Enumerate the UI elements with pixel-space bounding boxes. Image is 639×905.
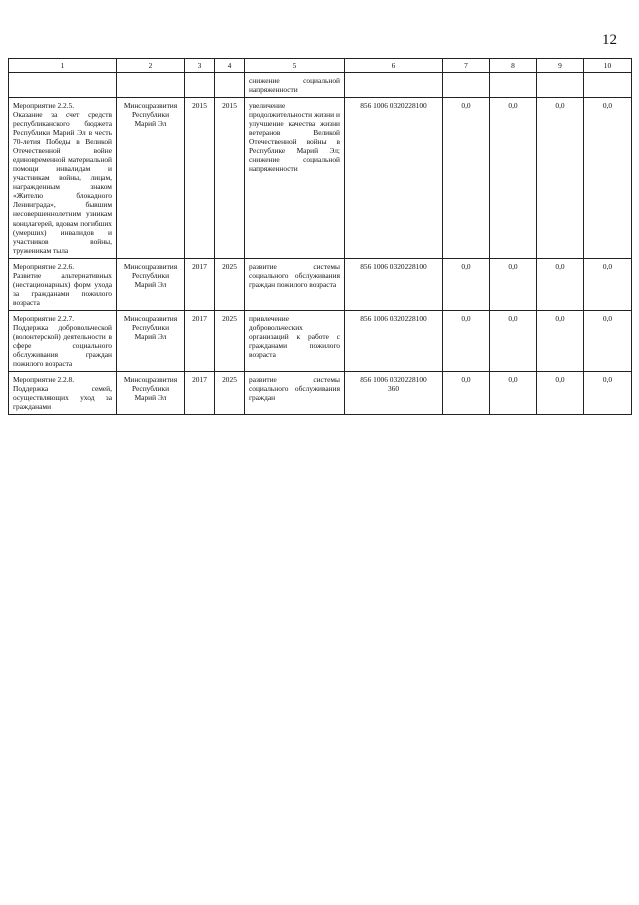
start-year-cell: 2017 [185,258,215,310]
kbk-cell: 856 1006 0320228100 [345,98,443,259]
result-cell: увеличение продолжительности жизни и улучшение качества жизни ветеранов Великой Отечественной войны в Республике Марий Эл; снижение социальной напряженности [245,98,345,259]
value-cell: 0,0 [584,98,632,259]
column-number-row [9,59,632,73]
column-header: 1 [9,59,117,73]
start-year-cell: 2017 [185,371,215,414]
end-year-cell: 2025 [215,258,245,310]
result-cell: развитие системы социального обслуживания граждан пожилого возраста [245,258,345,310]
table-row [9,371,632,414]
value-cell: 0,0 [490,98,537,259]
executor-cell: Минсоцразвития Республики Марий Эл [117,310,185,371]
program-measures-table [8,58,632,415]
column-header: 8 [490,59,537,73]
kbk-code-suffix: 360 [387,384,400,393]
value-cell: 0,0 [584,371,632,414]
measure-cell [9,310,117,371]
kbk-code: 856 1006 0320228100 [360,374,427,384]
result-cell: развитие системы социального обслуживания граждан [245,371,345,414]
value-cell: 0,0 [584,258,632,310]
value-cell: 0,0 [490,371,537,414]
measure-text: Поддержка добровольческой (волонтерской) деятельности в сфере социального обслуживания граждан пожилого возраста [13,322,112,368]
measure-title: Мероприятие 2.2.6. [13,261,75,271]
value-cell: 0,0 [537,98,584,259]
start-year-cell: 2017 [185,310,215,371]
kbk-cell: 856 1006 0320228100 [345,310,443,371]
value-cell: 0,0 [443,310,490,371]
table-row [9,310,632,371]
value-cell: 0,0 [537,310,584,371]
executor-cell: Минсоцразвития Республики Марий Эл [117,98,185,259]
value-cell: 0,0 [490,310,537,371]
table-row [9,258,632,310]
measure-cell [9,371,117,414]
column-header: 7 [443,59,490,73]
value-cell: 0,0 [443,98,490,259]
start-year-cell: 2015 [185,98,215,259]
column-header: 6 [345,59,443,73]
value-cell: 0,0 [537,371,584,414]
column-header: 4 [215,59,245,73]
result-cell: снижение социальной напряженности [245,73,345,98]
kbk-cell: 856 1006 0320228100 [345,258,443,310]
measure-text: Поддержка семей, осуществляющих уход за гражданами [13,384,112,412]
end-year-cell: 2015 [215,98,245,259]
executor-cell: Минсоцразвития Республики Марий Эл [117,371,185,414]
measure-title: Мероприятие 2.2.8. [13,374,75,384]
measure-text: Развитие альтернативных (нестационарных) форм ухода за гражданами пожилого возраста [13,270,112,307]
column-header: 5 [245,59,345,73]
page-number: 12 [602,32,617,48]
value-cell: 0,0 [443,371,490,414]
kbk-cell [345,371,443,414]
end-year-cell: 2025 [215,371,245,414]
table-row [9,98,632,259]
measure-text: Оказание за счет средств республиканского бюджета Республики Марий Эл в честь 70-летия Победы в Великой Отечественной войне единовременной материальной помощи инвалидам и участникам войны, лицам, награжденным знаком «Жителю блокадного Ленинграда», бывшим несовершеннолетним узникам концлагерей, вдовам погибших (умерших) инвалидов и участников войны, труженикам тыла [13,110,112,255]
column-header: 2 [117,59,185,73]
value-cell: 0,0 [490,258,537,310]
value-cell: 0,0 [584,310,632,371]
value-cell: 0,0 [443,258,490,310]
continuation-row [9,73,632,98]
measure-cell [9,98,117,259]
executor-cell: Минсоцразвития Республики Марий Эл [117,258,185,310]
measure-title: Мероприятие 2.2.7. [13,313,75,323]
value-cell: 0,0 [537,258,584,310]
measure-title: Мероприятие 2.2.5. [13,101,75,111]
column-header: 9 [537,59,584,73]
column-header: 10 [584,59,632,73]
end-year-cell: 2025 [215,310,245,371]
measure-cell [9,258,117,310]
result-cell: привлечение добровольческих организаций к работе с гражданами пожилого возраста [245,310,345,371]
column-header: 3 [185,59,215,73]
